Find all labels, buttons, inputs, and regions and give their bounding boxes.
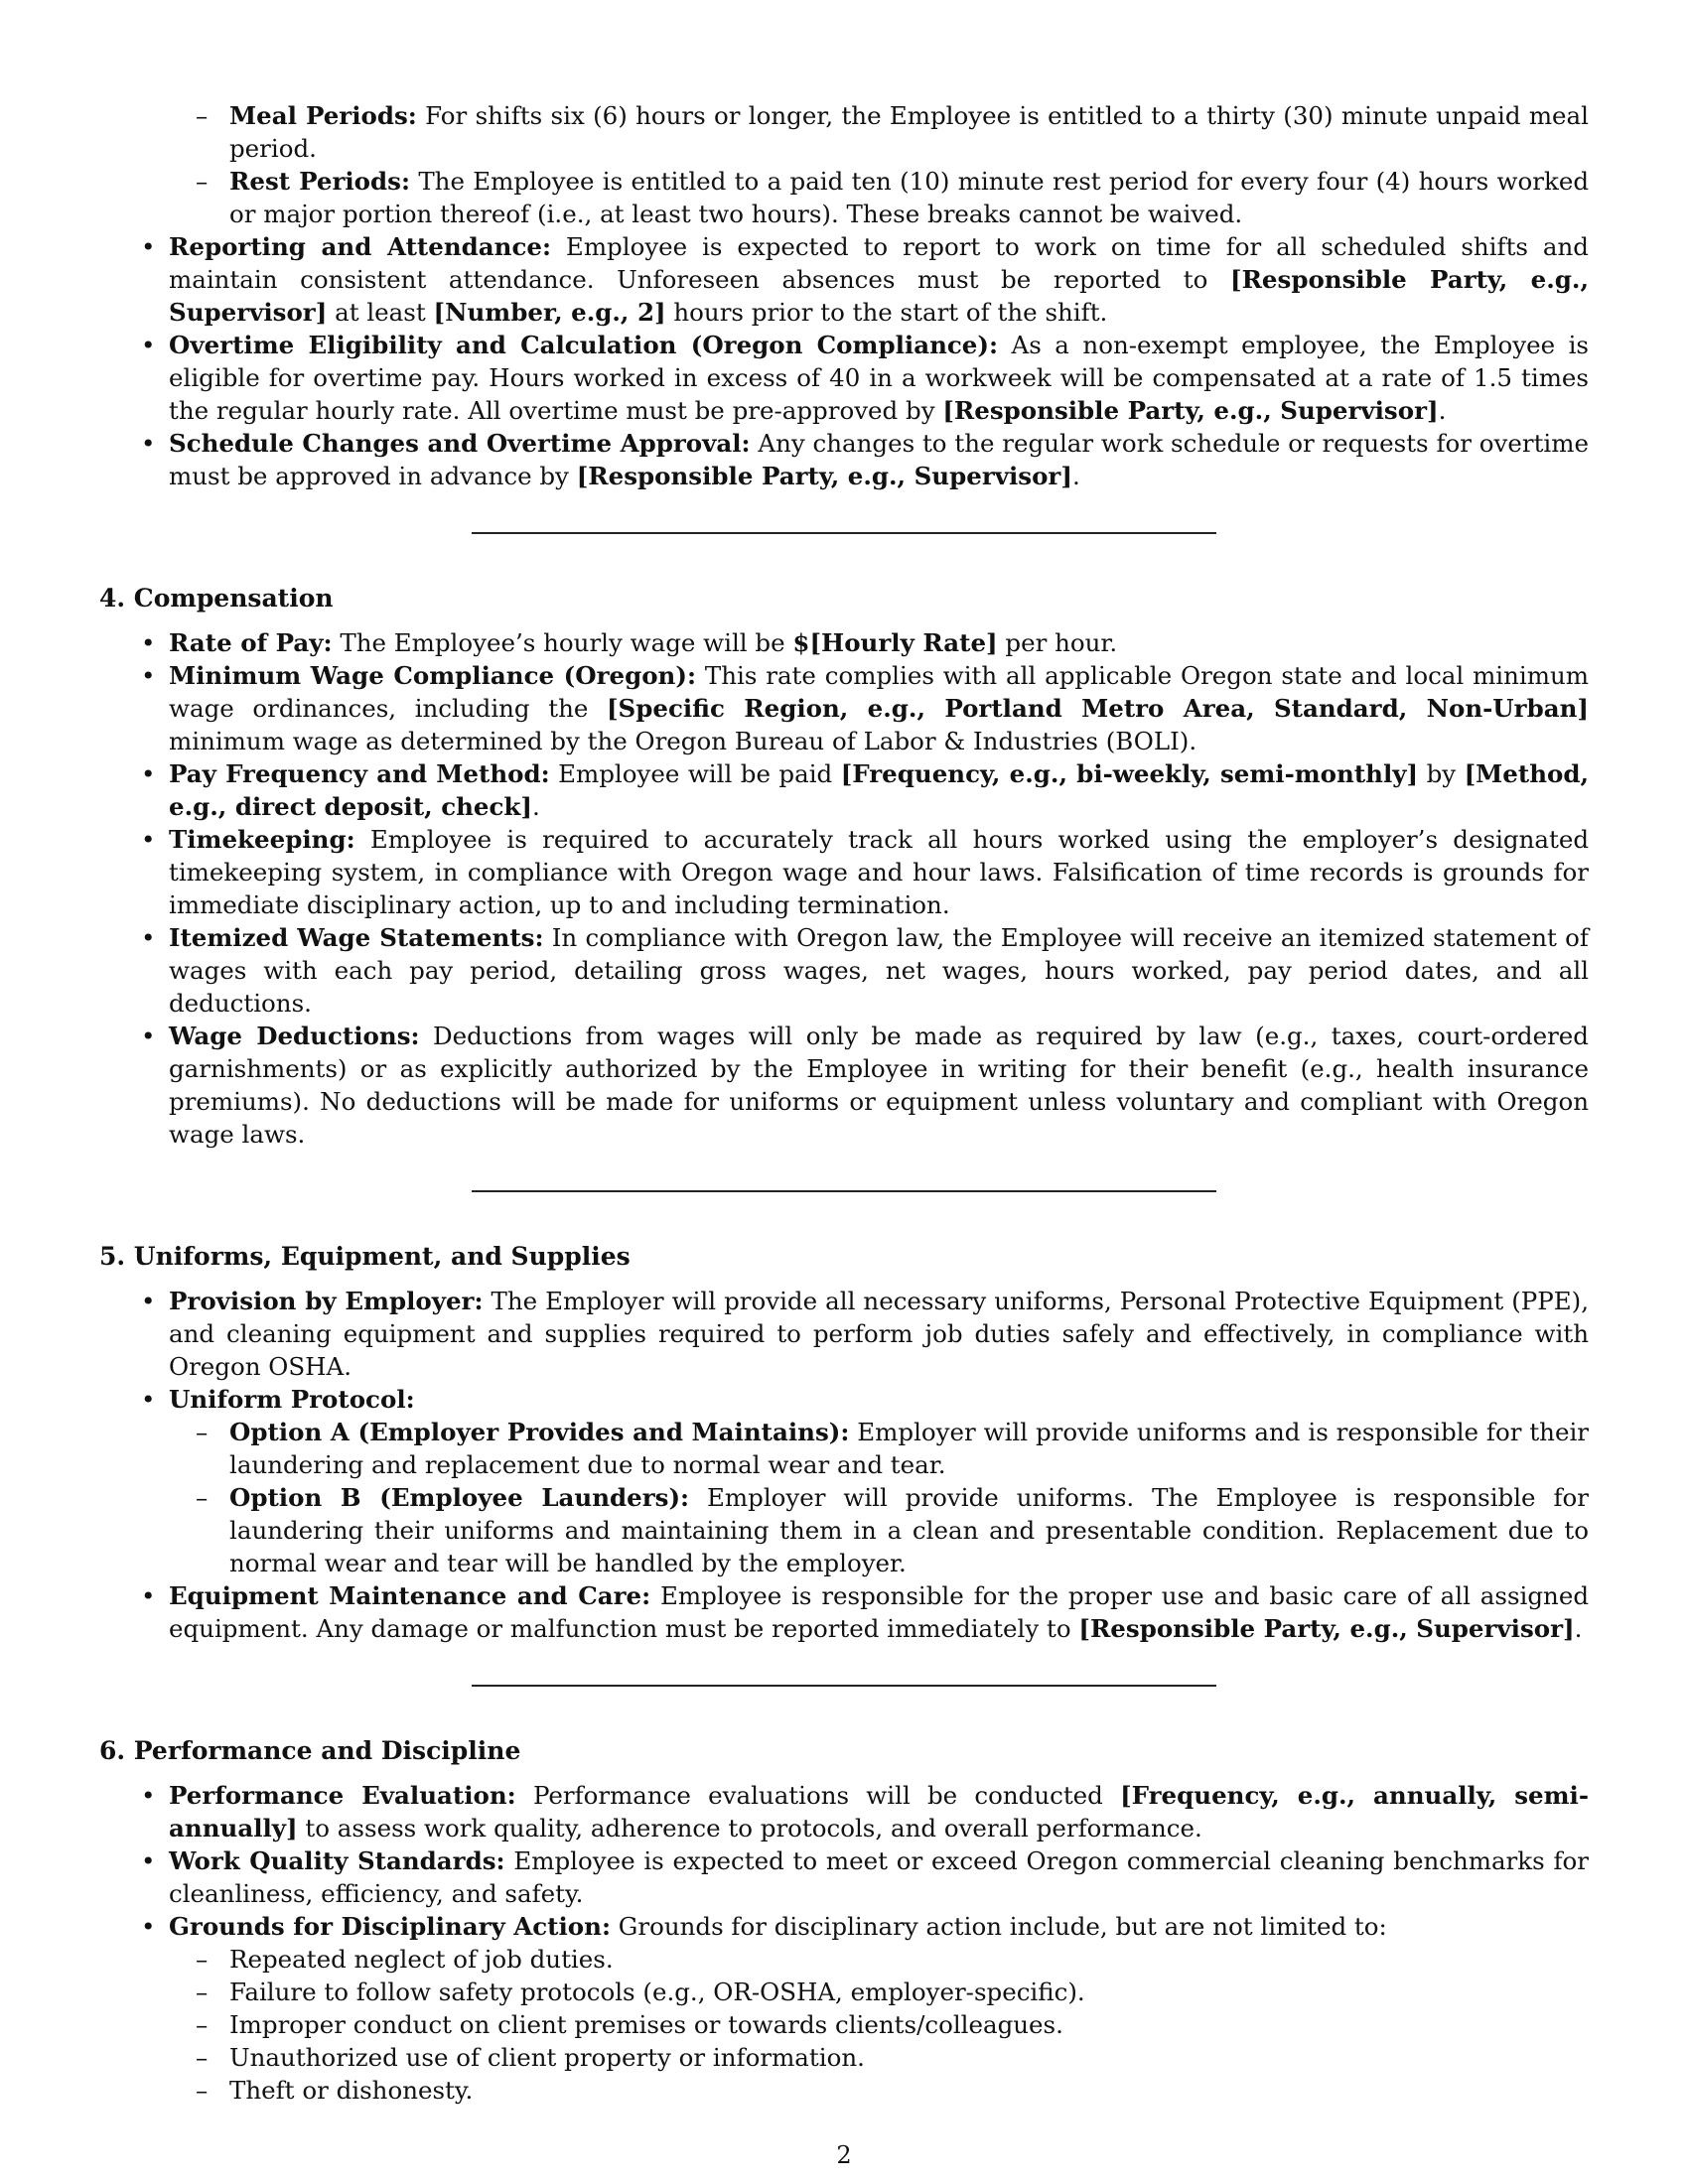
list-item-itemized-statements: • Itemized Wage Statements: In compliance with Oregon law, the Employee will receive an itemized statement of wages with each pay period, detailing gross wages, net wages, hours worked, pay period dates, and all deductions. <box>99 921 1589 1020</box>
list-item: – Theft or dishonesty. <box>169 2074 1589 2107</box>
list-item-rate-of-pay: • Rate of Pay: The Employee’s hourly wage will be $[Hourly Rate] per hour. <box>99 626 1589 659</box>
schedule-list <box>99 230 1589 492</box>
list-item-wage-deductions: • Wage Deductions: Deductions from wages will only be made as required by law (e.g., taxes, court-ordered garnishments) or as explicitly authorized by the Employee in writing for their benefit (e.g., health insurance premiums). No deductions will be made for uniforms or equipment unless voluntary and compliant with Oregon wage laws. <box>99 1020 1589 1151</box>
list-item-overtime: • Overtime Eligibility and Calculation (Oregon Compliance): As a non-exempt employee, the Employee is eligible for overtime pay. Hours worked in excess of 40 in a workweek will be compensated at a rate of 1.5 times the regular hourly rate. All overtime must be pre-approved by [Responsible Party, e.g., Supervisor]. <box>99 329 1589 427</box>
list-item-reporting: • Reporting and Attendance: Employee is expected to report to work on time for all scheduled shifts and maintain consistent attendance. Unforeseen absences must be reported to [Responsible Party, e.g., Supervisor] at least [Number, e.g., 2] hours prior to the start of the shift. <box>99 230 1589 329</box>
list-item-performance-evaluation: • Performance Evaluation: Performance evaluations will be conducted [Frequency, e.g., annually, semi-annually] to assess work quality, adherence to protocols, and overall performance. <box>99 1779 1589 1844</box>
list-item-option-b: – Option B (Employee Launders): Employer will provide uniforms. The Employee is responsible for laundering their uniforms and maintaining them in a clean and presentable condition. Replacement due to normal wear and tear will be handled by the employer. <box>169 1481 1589 1579</box>
list-item-pay-frequency: • Pay Frequency and Method: Employee will be paid [Frequency, e.g., bi-weekly, semi-monthly] by [Method, e.g., direct deposit, check]. <box>99 757 1589 823</box>
list-item-meal-periods: – Meal Periods: For shifts six (6) hours or longer, the Employee is entitled to a thirty (30) minute unpaid meal period. <box>169 99 1589 165</box>
compensation-list <box>99 626 1589 1151</box>
section-heading-performance: 6. Performance and Discipline <box>99 1736 521 1765</box>
section-divider <box>472 1685 1216 1687</box>
uniform-options-list <box>169 1416 1589 1579</box>
section-heading-uniforms: 5. Uniforms, Equipment, and Supplies <box>99 1242 631 1271</box>
page-number: 2 <box>836 2141 852 2169</box>
list-item-schedule-changes: • Schedule Changes and Overtime Approval: Any changes to the regular work schedule or requests for overtime must be approved in advance by [Responsible Party, e.g., Supervisor]. <box>99 427 1589 492</box>
performance-list <box>99 1779 1589 2107</box>
list-item-minimum-wage: • Minimum Wage Compliance (Oregon): This rate complies with all applicable Oregon state and local minimum wage ordinances, including the [Specific Region, e.g., Portland Metro Area, Standard, Non-Urban] minimum wage as determined by the Oregon Bureau of Labor & Industries (BOLI). <box>99 659 1589 757</box>
list-item: – Unauthorized use of client property or information. <box>169 2041 1589 2074</box>
list-item-rest-periods: – Rest Periods: The Employee is entitled to a paid ten (10) minute rest period for every four (4) hours worked or major portion thereof (i.e., at least two hours). These breaks cannot be waived. <box>169 165 1589 230</box>
list-item-option-a: – Option A (Employer Provides and Maintains): Employer will provide uniforms and is responsible for their laundering and replacement due to normal wear and tear. <box>169 1416 1589 1481</box>
list-item-work-quality: • Work Quality Standards: Employee is expected to meet or exceed Oregon commercial cleaning benchmarks for cleanliness, efficiency, and safety. <box>99 1844 1589 1910</box>
uniforms-list <box>99 1285 1589 1645</box>
list-item-uniform-protocol: • Uniform Protocol: – Option A (Employer Provides and Maintains): Employer will provide uniforms and is responsible for their laundering and replacement due to normal wear and tear. – Option B (Employee Launders): Employer will provide uniforms. The Employee is responsible for laundering their uniforms and maintaining them in a clean and presentable condition. Replacement due to normal wear and tear will be handled by the employer. <box>99 1383 1589 1579</box>
section-divider <box>472 532 1216 534</box>
list-item-timekeeping: • Timekeeping: Employee is required to accurately track all hours worked using the employer’s designated timekeeping system, in compliance with Oregon wage and hour laws. Falsification of time records is grounds for immediate disciplinary action, up to and including termination. <box>99 823 1589 921</box>
document-body <box>99 99 1589 2107</box>
section-divider <box>472 1190 1216 1192</box>
list-item-equipment-maintenance: • Equipment Maintenance and Care: Employee is responsible for the proper use and basic care of all assigned equipment. Any damage or malfunction must be reported immediately to [Responsible Party, e.g., Supervisor]. <box>99 1579 1589 1645</box>
section-heading-compensation: 4. Compensation <box>99 584 334 613</box>
list-item-provision: • Provision by Employer: The Employer will provide all necessary uniforms, Personal Protective Equipment (PPE), and cleaning equipment and supplies required to perform job duties safely and effectively, in compliance with Oregon OSHA. <box>99 1285 1589 1383</box>
list-item: – Repeated neglect of job duties. <box>169 1943 1589 1976</box>
break-periods-list <box>169 99 1589 230</box>
disciplinary-grounds-list <box>169 1943 1589 2107</box>
list-item: – Improper conduct on client premises or towards clients/colleagues. <box>169 2008 1589 2041</box>
list-item-disciplinary-grounds: • Grounds for Disciplinary Action: Grounds for disciplinary action include, but are not limited to: – Repeated neglect of job duties. – Failure to follow safety protocols (e.g., OR-OSHA, employer-specific). – Improper conduct on client premises or towards clients/colleagues. – Unauthorized use of client property or information. – Theft or dishonesty. <box>99 1910 1589 2107</box>
list-item: – Failure to follow safety protocols (e.g., OR-OSHA, employer-specific). <box>169 1976 1589 2008</box>
